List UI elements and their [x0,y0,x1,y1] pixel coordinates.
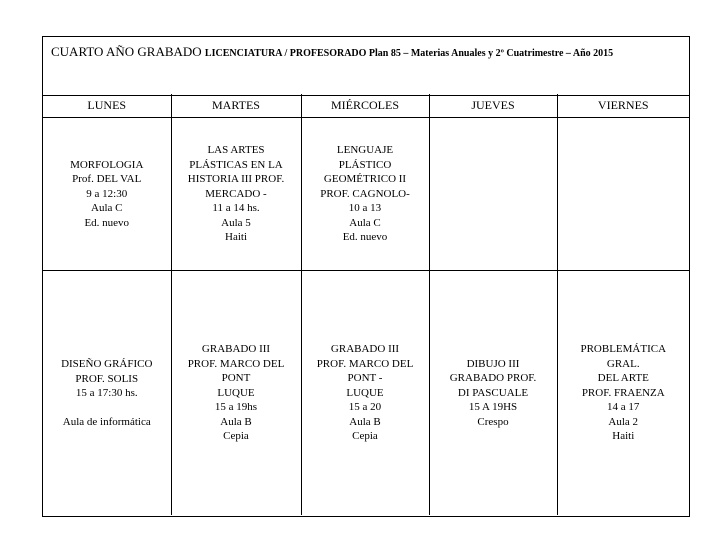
cell-line: 14 a 17 [607,401,640,414]
cell-line: 15 A 19HS [468,401,518,414]
title-main: CUARTO AÑO GRABADO [51,44,205,59]
day-header-viernes: VIERNES [557,94,689,118]
cell-line: Cepia [352,430,378,443]
cell-line: Prof. DEL VAL [72,173,142,186]
cell-line: LENGUAJE [336,144,394,157]
cell-line: Ed. nuevo [84,216,130,229]
class-cell [429,118,557,271]
page-title [51,43,613,61]
cell-line: 9 a 12:30 [86,187,128,200]
title-detail: LICENCIATURA / PROFESORADO Plan 85 – Materias Anuales y 2º Cuatrimestre – Año 2015 [204,48,614,59]
cell-line: PONT - [347,372,383,385]
cell-line: PROF. SOLIS [75,372,139,385]
cell-line: Cepia [223,430,249,443]
class-cell [171,118,301,271]
cell-line: Aula C [91,202,123,215]
cell-line: LUQUE [346,386,384,399]
cell-line: PLÁSTICO [338,158,392,171]
cell-line: Aula B [349,415,381,428]
class-cell [429,271,557,516]
cell-gap [45,401,169,415]
cell-line: Aula 2 [608,415,639,428]
cell-line: LUQUE [217,386,255,399]
cell-line: Crespo [477,415,509,428]
cell-line: PROBLEMÁTICA [580,343,667,356]
cell-line: GRABADO III [330,343,400,356]
cell-line: PONT [221,372,251,385]
day-header-miercoles: MIÉRCOLES [301,94,429,118]
cell-line: Aula de informática [62,415,151,428]
cell-line: 15 a 17:30 hs. [75,387,138,399]
cell-line: GEOMÉTRICO II [323,173,407,186]
day-header-row [43,94,689,118]
class-cell [171,271,301,516]
cell-line: PLÁSTICAS EN LA [189,158,283,171]
cell-line: Haiti [225,231,247,244]
cell-line: LAS ARTES [207,144,265,157]
day-header-lunes: LUNES [43,94,171,118]
cell-line: 15 a 20 [348,401,382,414]
cell-line: PROF. CAGNOLO- [320,187,410,200]
class-cell [43,271,171,516]
class-cell [43,118,171,271]
class-cell [301,271,429,516]
class-cell [301,118,429,271]
cell-line: 10 a 13 [348,202,382,215]
cell-line: PROF. FRAENZA [581,386,665,399]
cell-line: 15 a 19hs [214,401,258,414]
cell-line: PROF. MARCO DEL [187,357,285,370]
schedule-page [42,36,690,517]
cell-line: Haiti [612,430,635,443]
cell-line: GRABADO PROF. [449,372,537,385]
cell-line: MERCADO - [205,187,267,200]
cell-line: Ed. nuevo [342,231,388,244]
schedule-row-1 [43,118,689,271]
schedule-header [43,37,689,96]
cell-line: GRAL. [606,357,640,370]
cell-line: PROF. MARCO DEL [316,357,414,370]
cell-line: GRABADO III [201,343,271,356]
day-header-jueves: JUEVES [429,94,557,118]
cell-line: DEL ARTE [597,372,649,385]
cell-line: HISTORIA III PROF. [187,173,285,186]
class-cell [557,271,689,516]
cell-line: Aula C [349,216,381,229]
class-cell [557,118,689,271]
cell-line: DI PASCUALE [457,386,529,399]
schedule-table [43,94,689,515]
cell-line: Aula B [220,415,252,428]
cell-line: DISEÑO GRÁFICO [61,358,153,370]
schedule-row-2 [43,271,689,516]
day-header-martes: MARTES [171,94,301,118]
cell-line: MORFOLOGIA [70,158,144,171]
cell-line: 11 a 14 hs. [212,202,260,215]
cell-line: Aula 5 [221,216,251,229]
cell-line: DIBUJO III [466,357,520,370]
